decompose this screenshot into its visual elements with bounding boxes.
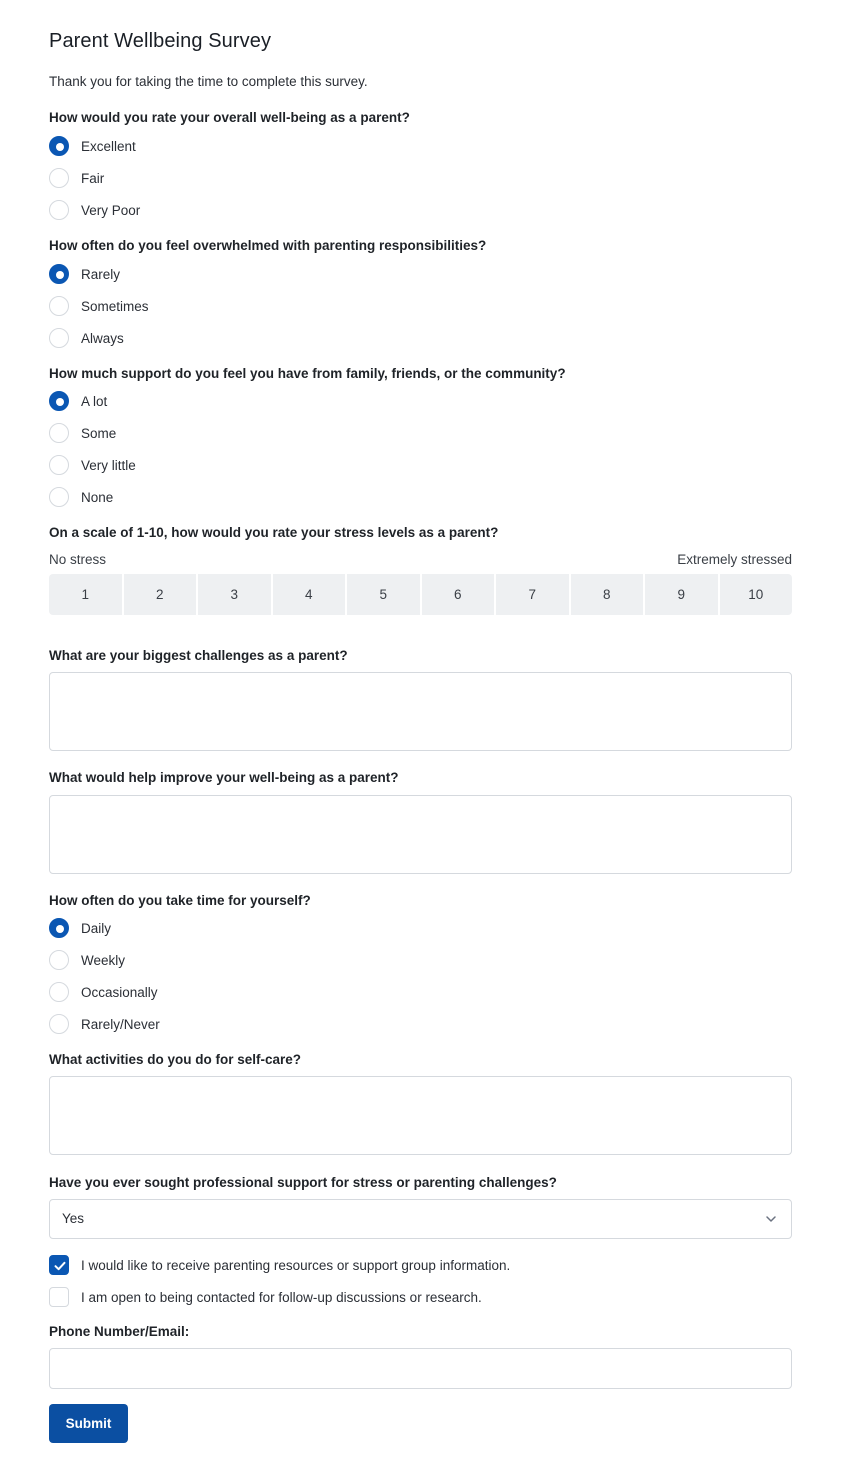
professional-support-select[interactable] bbox=[49, 1199, 792, 1239]
radio-button[interactable] bbox=[49, 487, 69, 507]
improve-wellbeing-textarea[interactable] bbox=[49, 795, 792, 874]
radio-label: Excellent bbox=[81, 138, 136, 154]
question-wellbeing: How would you rate your overall well-being as a parent? bbox=[49, 110, 410, 125]
select-value: Yes bbox=[62, 1211, 85, 1226]
scale-button-6[interactable]: 6 bbox=[422, 574, 497, 615]
checkbox[interactable] bbox=[49, 1287, 69, 1307]
submit-button[interactable]: Submit bbox=[49, 1404, 128, 1443]
radio-option-fair[interactable] bbox=[49, 167, 104, 189]
radio-option-rarely-never[interactable] bbox=[49, 1013, 160, 1035]
radio-label: Some bbox=[81, 425, 117, 441]
radio-option-very-poor[interactable] bbox=[49, 199, 140, 221]
radio-option-rarely[interactable] bbox=[49, 263, 120, 285]
radio-button[interactable] bbox=[49, 918, 69, 938]
radio-label: A lot bbox=[81, 393, 108, 409]
radio-option-daily[interactable] bbox=[49, 917, 111, 939]
radio-button[interactable] bbox=[49, 455, 69, 475]
radio-button[interactable] bbox=[49, 423, 69, 443]
question-overwhelmed: How often do you feel overwhelmed with parenting responsibilities? bbox=[49, 238, 487, 253]
self-care-textarea[interactable] bbox=[49, 1076, 792, 1155]
scale-button-3[interactable]: 3 bbox=[198, 574, 273, 615]
checkbox-label: I would like to receive parenting resources or support group information. bbox=[81, 1257, 511, 1273]
radio-label: Rarely bbox=[81, 266, 121, 282]
radio-option-always[interactable] bbox=[49, 327, 124, 349]
radio-label: Always bbox=[81, 330, 124, 346]
radio-label: Weekly bbox=[81, 952, 126, 968]
contact-input[interactable] bbox=[49, 1348, 792, 1389]
radio-button[interactable] bbox=[49, 200, 69, 220]
scale-button-10[interactable]: 10 bbox=[720, 574, 793, 615]
radio-button[interactable] bbox=[49, 136, 69, 156]
scale-min-label: No stress bbox=[49, 552, 107, 567]
checkbox-label: I am open to being contacted for follow-up discussions or research. bbox=[81, 1289, 482, 1305]
scale-button-9[interactable]: 9 bbox=[645, 574, 720, 615]
radio-option-some[interactable] bbox=[49, 422, 116, 444]
radio-label: Rarely/Never bbox=[81, 1016, 160, 1032]
radio-option-excellent[interactable] bbox=[49, 135, 136, 157]
checkbox-resources[interactable] bbox=[49, 1254, 510, 1276]
chevron-down-icon bbox=[765, 1213, 777, 1225]
question-challenges: What are your biggest challenges as a parent? bbox=[49, 648, 348, 663]
radio-label: Sometimes bbox=[81, 298, 149, 314]
radio-option-occasionally[interactable] bbox=[49, 981, 158, 1003]
radio-button[interactable] bbox=[49, 264, 69, 284]
radio-option-very-little[interactable] bbox=[49, 454, 136, 476]
page-title: Parent Wellbeing Survey bbox=[49, 30, 272, 52]
scale-button-1[interactable]: 1 bbox=[49, 574, 124, 615]
checkbox-follow-up[interactable] bbox=[49, 1286, 482, 1308]
question-time-for-self: How often do you take time for yourself? bbox=[49, 893, 311, 908]
radio-button[interactable] bbox=[49, 982, 69, 1002]
intro-text: Thank you for taking the time to complete this survey. bbox=[49, 74, 368, 89]
radio-label: Fair bbox=[81, 170, 105, 186]
question-self-care: What activities do you do for self-care? bbox=[49, 1052, 302, 1067]
radio-button[interactable] bbox=[49, 950, 69, 970]
radio-label: Occasionally bbox=[81, 984, 158, 1000]
scale-button-8[interactable]: 8 bbox=[571, 574, 646, 615]
radio-option-none[interactable] bbox=[49, 486, 113, 508]
radio-option-a-lot[interactable] bbox=[49, 390, 107, 412]
radio-option-weekly[interactable] bbox=[49, 949, 125, 971]
question-support: How much support do you feel you have from family, friends, or the community? bbox=[49, 366, 566, 381]
challenges-textarea[interactable] bbox=[49, 672, 792, 751]
radio-label: Very little bbox=[81, 457, 136, 473]
scale-button-4[interactable]: 4 bbox=[273, 574, 348, 615]
question-improve-wellbeing: What would help improve your well-being as a parent? bbox=[49, 770, 399, 785]
radio-label: Very Poor bbox=[81, 202, 141, 218]
radio-button[interactable] bbox=[49, 1014, 69, 1034]
contact-label: Phone Number/Email: bbox=[49, 1324, 190, 1339]
radio-button[interactable] bbox=[49, 391, 69, 411]
radio-label: Daily bbox=[81, 920, 112, 936]
question-professional-support: Have you ever sought professional support for stress or parenting challenges? bbox=[49, 1175, 557, 1190]
radio-button[interactable] bbox=[49, 296, 69, 316]
scale-button-5[interactable]: 5 bbox=[347, 574, 422, 615]
scale-labels bbox=[49, 552, 792, 570]
radio-label: None bbox=[81, 489, 114, 505]
scale-button-2[interactable]: 2 bbox=[124, 574, 199, 615]
radio-option-sometimes[interactable] bbox=[49, 295, 149, 317]
scale-button-7[interactable]: 7 bbox=[496, 574, 571, 615]
radio-button[interactable] bbox=[49, 168, 69, 188]
stress-scale bbox=[49, 574, 792, 615]
radio-button[interactable] bbox=[49, 328, 69, 348]
checkbox[interactable] bbox=[49, 1255, 69, 1275]
scale-max-label: Extremely stressed bbox=[677, 552, 792, 567]
checkmark-icon bbox=[53, 1259, 67, 1273]
question-stress-scale: On a scale of 1-10, how would you rate your stress levels as a parent? bbox=[49, 525, 499, 540]
